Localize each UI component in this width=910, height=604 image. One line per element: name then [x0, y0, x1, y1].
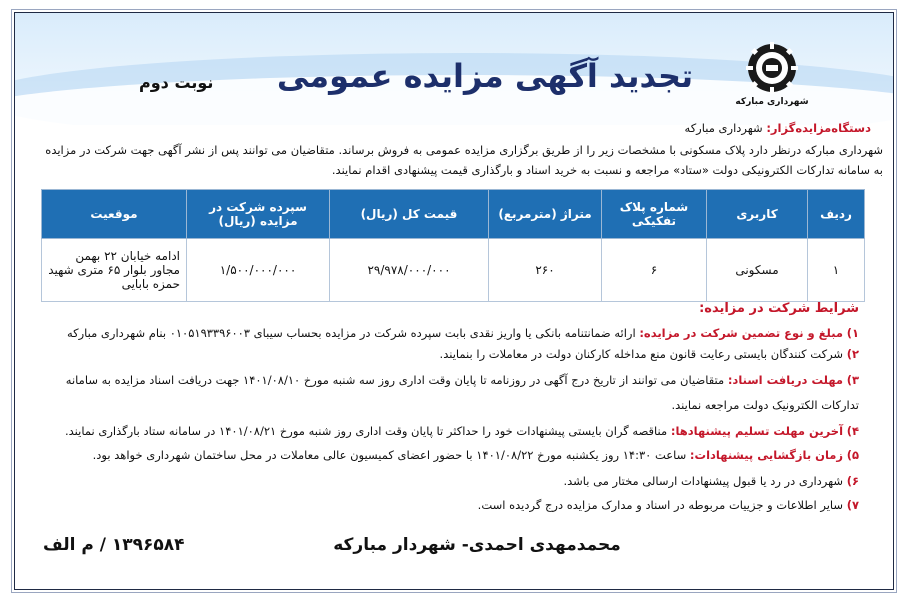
organizer-label: دستگاه‌مزایده‌گزار:	[766, 121, 871, 135]
condition-text: متقاضیان می توانند از تاریخ درج آگهی در روزنامه تا پایان وقت اداری روز سه شنبه مورخ ۱۴۰۱/۰۸/۱۰ جهت دریافت اسناد مزایده به سامانه	[65, 373, 725, 387]
condition-text: ساعت ۱۴:۳۰ روز یکشنبه مورخ ۱۴۰۱/۰۸/۲۲ با حضور اعضای کمیسیون عالی معاملات در محل ساختمان شهرداری خواهد بود.	[92, 448, 687, 462]
property-table	[41, 189, 865, 302]
col-total-price: قیمت کل (ریال)	[330, 190, 489, 239]
condition-label: آخرین مهلت تسلیم پیشنهادها:	[670, 424, 844, 438]
header-banner	[15, 13, 893, 125]
municipality-logo	[735, 41, 809, 115]
cell-area: ۲۶۰	[489, 239, 602, 302]
organizer-line	[51, 119, 871, 137]
condition-label: مهلت دریافت اسناد:	[727, 373, 844, 387]
col-location: موقعیت	[42, 190, 187, 239]
condition-item-6	[39, 471, 859, 491]
condition-text: سایر اطلاعات و جزییات مربوطه در اسناد و مدارک مزایده درج گردیده است.	[477, 498, 844, 512]
col-deposit: سپرده شرکت در مزایده (ریال)	[187, 190, 330, 239]
cell-total-price: ۲۹/۹۷۸/۰۰۰/۰۰۰	[330, 239, 489, 302]
condition-item-3-cont	[39, 395, 859, 415]
cell-plate-number: ۶	[602, 239, 707, 302]
condition-item-3	[39, 370, 859, 390]
condition-item-4	[39, 421, 859, 441]
condition-text: شرکت کنندگان بایستی رعایت قانون منع مداخله کارکنان دولت در معاملات را بنمایند.	[439, 347, 844, 361]
reference-number: ۱۳۹۶۵۸۴ / م الف	[43, 535, 185, 555]
cell-deposit: ۱/۵۰۰/۰۰۰/۰۰۰	[187, 239, 330, 302]
condition-number: ۲)	[846, 347, 859, 361]
condition-text: تدارکات الکترونیک دولت مراجعه نمایند.	[671, 398, 859, 412]
condition-item-2	[39, 344, 859, 364]
condition-text: مناقصه گران بایستی پیشنهادات خود را حداکثر تا پایان وقت اداری روز شنبه مورخ ۱۴۰۱/۰۸/۲۱ در سامانه ستاد بارگذاری نمایند.	[64, 424, 668, 438]
col-row-number: ردیف	[808, 190, 865, 239]
condition-number: ۴)	[846, 424, 859, 438]
col-usage: کاربری	[707, 190, 808, 239]
condition-number: ۳)	[846, 373, 859, 387]
emblem-icon	[735, 41, 809, 95]
notice-frame	[14, 12, 894, 590]
table-row	[42, 239, 865, 302]
condition-text: ارائه ضمانتنامه بانکی یا واریز نقدی بابت سپرده شرکت در مزایده بحساب سیبای ۰۱۰۵۱۹۳۳۹۶۰۰۳ بنام شهرداری مبارکه	[66, 326, 636, 340]
cell-location: ادامه خیابان ۲۲ بهمن مجاور بلوار ۶۵ متری شهید حمزه بابایی	[42, 239, 187, 302]
condition-item-7	[39, 495, 859, 515]
col-plate-number: شماره پلاک تفکیکی	[602, 190, 707, 239]
intro-line-1: شهرداری مبارکه درنظر دارد پلاک مسکونی با مشخصات زیر را از طریق برگزاری مزایده عمومی به فروش برساند. متقاضیان می توانند پس از نشر آگهی جهت شرکت در مزایده	[45, 143, 883, 157]
condition-label: مبلغ و نوع تضمین شرکت در مزایده:	[639, 326, 844, 340]
cell-row-number: ۱	[808, 239, 865, 302]
condition-item-1	[39, 323, 859, 343]
condition-text: شهرداری در رد یا قبول پیشنهادات ارسالی مختار می باشد.	[563, 474, 844, 488]
notice-title: تجدید آگهی مزایده عمومی	[276, 57, 694, 95]
condition-number: ۷)	[846, 498, 859, 512]
condition-number: ۱)	[846, 326, 859, 340]
condition-item-5	[39, 445, 859, 465]
conditions-title: شرایط شرکت در مزایده:	[699, 301, 859, 316]
intro-line-2: به سامانه تدارکات الکترونیکی دولت «ستاد» مراجعه و نسبت به خرید اسناد و بارگذاری قیمت پیشنهادی اقدام نمایند.	[331, 163, 883, 177]
logo-caption: شهرداری مبارکه	[735, 97, 809, 107]
condition-number: ۶)	[846, 474, 859, 488]
notice-round: نوبت دوم	[139, 73, 214, 92]
col-area: متراژ (مترمربع)	[489, 190, 602, 239]
table-header-row	[42, 190, 865, 239]
organizer-value: شهرداری مبارکه	[684, 121, 763, 135]
condition-label: زمان بازگشایی پیشنهادات:	[689, 448, 844, 462]
signature: محمدمهدی احمدی- شهردار مبارکه	[333, 535, 621, 555]
condition-number: ۵)	[846, 448, 859, 462]
cell-usage: مسکونی	[707, 239, 808, 302]
